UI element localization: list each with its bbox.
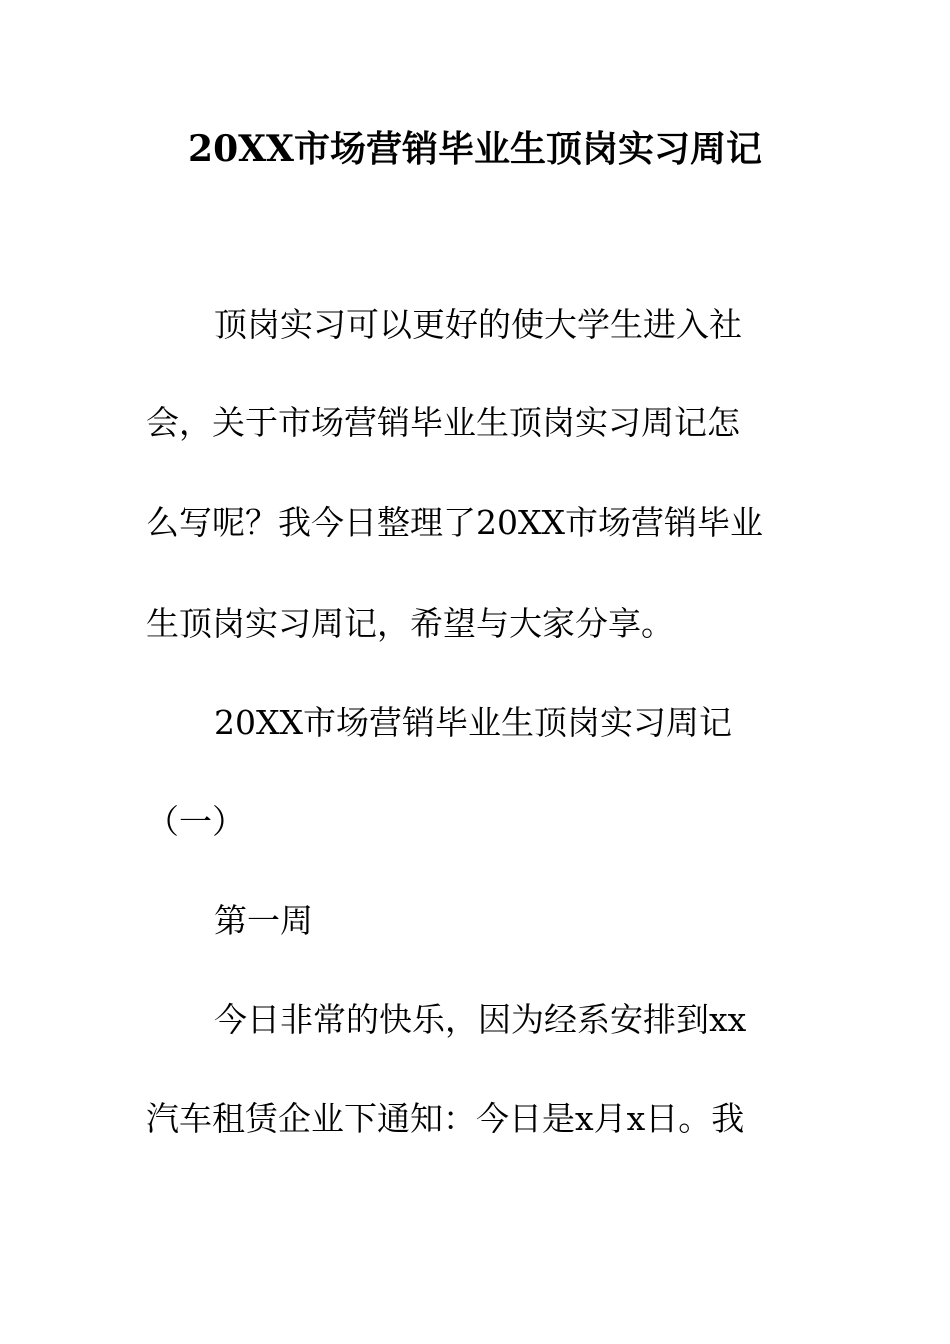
paragraph-line: 汽车租赁企业下通知：今日是x月x日。我: [146, 1099, 745, 1138]
paragraph-line: 顶岗实习可以更好的使大学生进入社: [214, 305, 742, 344]
paragraph-line: 么写呢？我今日整理了20XX市场营销毕业: [146, 503, 763, 542]
section-heading-suffix: （一）: [146, 802, 245, 841]
week-heading: 第一周: [214, 901, 313, 940]
paragraph-line: 生顶岗实习周记，希望与大家分享。: [146, 604, 674, 643]
document-title: 20XX市场营销毕业生顶岗实习周记: [188, 128, 762, 170]
paragraph-line: 会，关于市场营销毕业生顶岗实习周记怎: [146, 403, 740, 442]
section-heading: 20XX市场营销毕业生顶岗实习周记: [214, 703, 732, 742]
paragraph-line: 今日非常的快乐，因为经系安排到xx: [214, 1000, 747, 1039]
